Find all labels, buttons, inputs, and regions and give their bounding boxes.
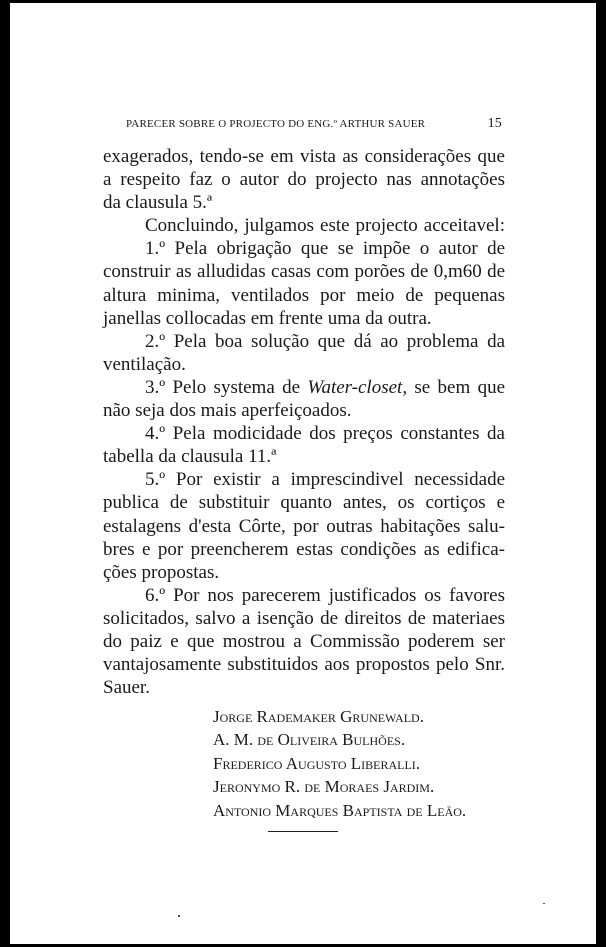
text-line: não seja dos mais aperfeiçoados. — [103, 400, 352, 422]
signatory: Jeronymo R. de Moraes Jardim. — [213, 777, 435, 797]
running-head-title: PARECER SOBRE O PROJECTO DO ENG.º ARTHUR SAUER — [126, 118, 426, 130]
text-line: 1.º Pela obrigação que se impõe o autor de — [145, 238, 505, 260]
signatory: Jorge Rademaker Grunewald. — [213, 707, 424, 726]
text-line: 6.º Por nos parecerem justificados os favores — [145, 584, 505, 606]
page-number: 15 — [487, 116, 502, 131]
signatory: Frederico Augusto Liberalli. — [213, 753, 421, 773]
text-line: altura minima, ventilados por meio de pequenas — [103, 284, 505, 306]
scan-speck — [543, 903, 545, 904]
text-line: a respeito faz o autor do projecto nas annotações — [103, 169, 505, 191]
italic-term: Water-closet, — [307, 376, 408, 398]
text-line: da clausula 5.ª — [103, 192, 213, 214]
text-line: construir as alludidas casas com porões de 0,m60 de — [103, 261, 505, 283]
text-segment: 3.º Pelo systema de — [145, 376, 301, 398]
text-line: Sauer. — [103, 677, 150, 699]
text-line: 5.º Por existir a imprescindivel necessidade — [145, 469, 505, 491]
text-line: bres e por preencherem estas condições as edifica- — [103, 538, 505, 560]
signatory: A. M. de Oliveira Bulhões. — [213, 730, 406, 750]
text-line: 2.º Pela boa solução que dá ao problema da — [145, 330, 505, 352]
text-line: do paiz e que mostrou a Commissão poderem ser — [103, 630, 505, 652]
text-segment: se bem que — [414, 376, 506, 398]
text-line: 4.º Pela modicidade dos preços constantes da — [145, 423, 505, 445]
text-line: ventilação. — [103, 353, 186, 375]
text-line: publica de substituir quanto antes, os cortiços e — [103, 492, 505, 514]
closing-rule — [268, 831, 338, 832]
text-line — [103, 376, 505, 399]
text-line: tabella da clausula 11.ª — [103, 446, 277, 468]
scan-speck — [178, 915, 180, 917]
text-line: ções propostas. — [103, 561, 220, 583]
text-line: exagerados, tendo-se em vista as considerações que — [103, 146, 505, 167]
text-line: janellas collocadas em frente uma da outra. — [103, 307, 432, 329]
signature-block — [213, 705, 466, 822]
text-line: vantajosamente substituidos aos propostos pelo Snr. — [103, 654, 505, 676]
signatory: Antonio Marques Baptista de Leão. — [213, 800, 467, 820]
text-line: estalagens d'esta Côrte, por outras habitações salu- — [103, 515, 505, 537]
body-text — [103, 145, 505, 699]
text-line: solicitados, salvo a isenção de direitos de materiaes — [103, 607, 505, 629]
text-line: Concluindo, julgamos este projecto acceitavel: — [145, 215, 505, 237]
